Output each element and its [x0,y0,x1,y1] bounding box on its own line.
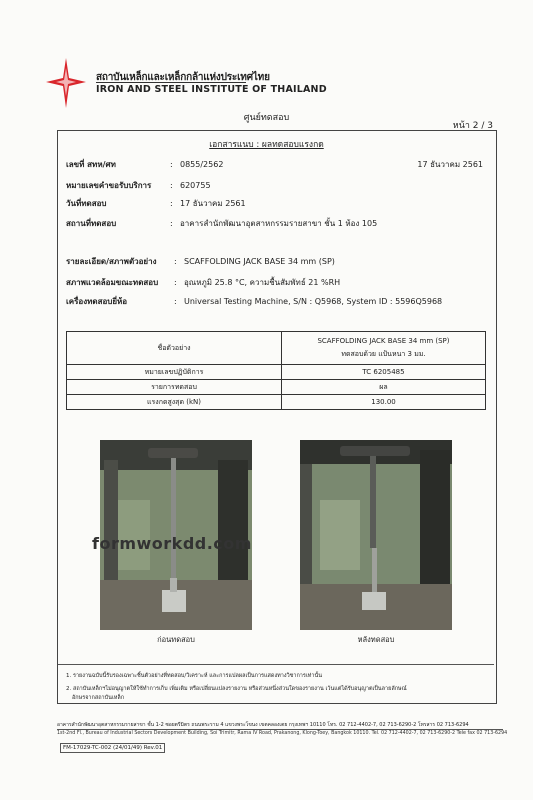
field-label: สถานที่ทดสอบ [66,219,117,228]
footer-address-english: 1st-2nd Fl., Bureau of Industrial Sectors Development Building, Soi Trimitr, Rama IV Road, Prakanong, Klong-Toey, Bangkok 10110. Tel. 02 712-4402-7, 02 713-6290-2 Tele fax 02 713-6294 [57,731,508,736]
table-row [67,380,486,395]
sample-name-line1: SCAFFOLDING JACK BASE 34 mm (SP) [317,336,450,345]
note-1: 1. รายงานฉบับนี้รับรองเฉพาะชิ้นตัวอย่างที่ทดสอบ/วิเคราะห์ และการแปลผลเป็นการแสดงทางวิชาการเท่านั้น [66,673,322,679]
caption-before-test: ก่อนทดสอบ [157,635,195,644]
report-date: 17 ธันวาคม 2561 [417,160,483,169]
field-value: 0855/2562 [180,160,224,169]
table-row [67,365,486,380]
notes-divider [58,664,494,665]
institute-underline [96,82,246,83]
field-label: เครื่องทดสอบยี่ห้อ [66,297,128,306]
footer-address-thai: อาคารสำนักพัฒนาอุตสาหกรรมรายสาขา ชั้น 1-2 ซอยตรีมิตร ถนนพระราม 4 แขวงพระโขนง เขตคลองเตย กรุงเทพฯ 10110 โทร. 02 712-4402-7, 02 713-6290-2 โทรสาร 02 713-6294 [57,722,469,728]
field-label: เลขที่ สทห/ศท [66,160,116,169]
table-cell-label: รายการทดสอบ [67,380,282,395]
field-test-location: สถานที่ทดสอบ : อาคารสำนักพัฒนาอุตสาหกรรมรายสาขา ชั้น 1 ห้อง 105 [66,219,378,228]
table-row [67,395,486,410]
table-cell-label: แรงกดสูงสุด (kN) [67,395,282,410]
document-title: เอกสารแนบ : ผลทดสอบแรงกด [209,140,324,150]
footer-divider [57,729,503,730]
institute-logo-icon [46,58,86,108]
field-sample-description: รายละเอียด/สภาพตัวอย่าง : SCAFFOLDING JACK BASE 34 mm (SP) [66,257,335,266]
sample-name-cell [282,332,486,365]
caption-after-test: หลังทดสอบ [357,635,395,644]
center-name: ศูนย์ทดสอบ [243,113,290,123]
results-table [66,331,486,410]
note-2-continued: อักษรจากสถาบันเหล็ก [72,695,125,701]
table-cell-value: ผล [282,380,486,395]
field-label: รายละเอียด/สภาพตัวอย่าง [66,257,157,266]
field-value: 620755 [180,181,211,190]
field-test-machine: เครื่องทดสอบยี่ห้อ : Universal Testing Machine, S/N : Q5968, System ID : 5596Q5968 [66,297,443,306]
watermark-text: formworkdd.com [92,534,252,553]
institute-name-thai: สถาบันเหล็กและเหล็กกล้าแห่งประเทศไทย [96,72,270,83]
table-cell-value: TC 6205485 [282,365,486,380]
page-number: หน้า 2 / 3 [452,121,493,131]
field-value: 17 ธันวาคม 2561 [180,199,246,208]
table-cell-label: หมายเลขปฏิบัติการ [67,365,282,380]
field-value: อุณหภูมิ 25.8 °C, ความชื้นสัมพัทธ์ 21 %RH [184,278,341,287]
field-test-date: วันที่ทดสอบ : 17 ธันวาคม 2561 [66,199,246,208]
field-value: Universal Testing Machine, S/N : Q5968, System ID : 5596Q5968 [184,297,443,306]
institute-name-english: IRON AND STEEL INSTITUTE OF THAILAND [96,84,327,95]
table-header-label: ชื่อตัวอย่าง [67,332,282,365]
field-label: วันที่ทดสอบ [66,199,107,208]
field-label: หมายเลขคำขอรับบริการ [66,181,152,190]
field-value: อาคารสำนักพัฒนาอุตสาหกรรมรายสาขา ชั้น 1 ห้อง 105 [180,219,378,228]
field-request-number: หมายเลขคำขอรับบริการ : 620755 [66,181,211,190]
field-environment: สภาพแวดล้อมขณะทดสอบ : อุณหภูมิ 25.8 °C, ความชื้นสัมพัทธ์ 21 %RH [66,278,341,287]
photo-after-test [300,440,452,630]
sample-name-line2: ทดสอบด้วย แป้นหนา 3 มม. [341,349,426,358]
field-value: SCAFFOLDING JACK BASE 34 mm (SP) [184,257,335,266]
form-number: FM-17029-TC-002 (24/01/49) Rev.01 [60,743,165,753]
field-report-number: เลขที่ สทห/ศท : 0855/2562 [66,160,224,169]
table-cell-value: 130.00 [282,395,486,410]
table-header-row [67,332,486,365]
field-label: สภาพแวดล้อมขณะทดสอบ [66,278,159,287]
note-2: 2. สถาบันเหล็กฯไม่อนุญาตให้ใช้ทำการเก็บ เพิ่มเติม หรือเปลี่ยนแปลงรายงาน หรือส่วนหนึ่งส่วนใดของรายงาน เว้นแต่ได้รับอนุญาตเป็นลายลักษณ์ [66,686,407,692]
